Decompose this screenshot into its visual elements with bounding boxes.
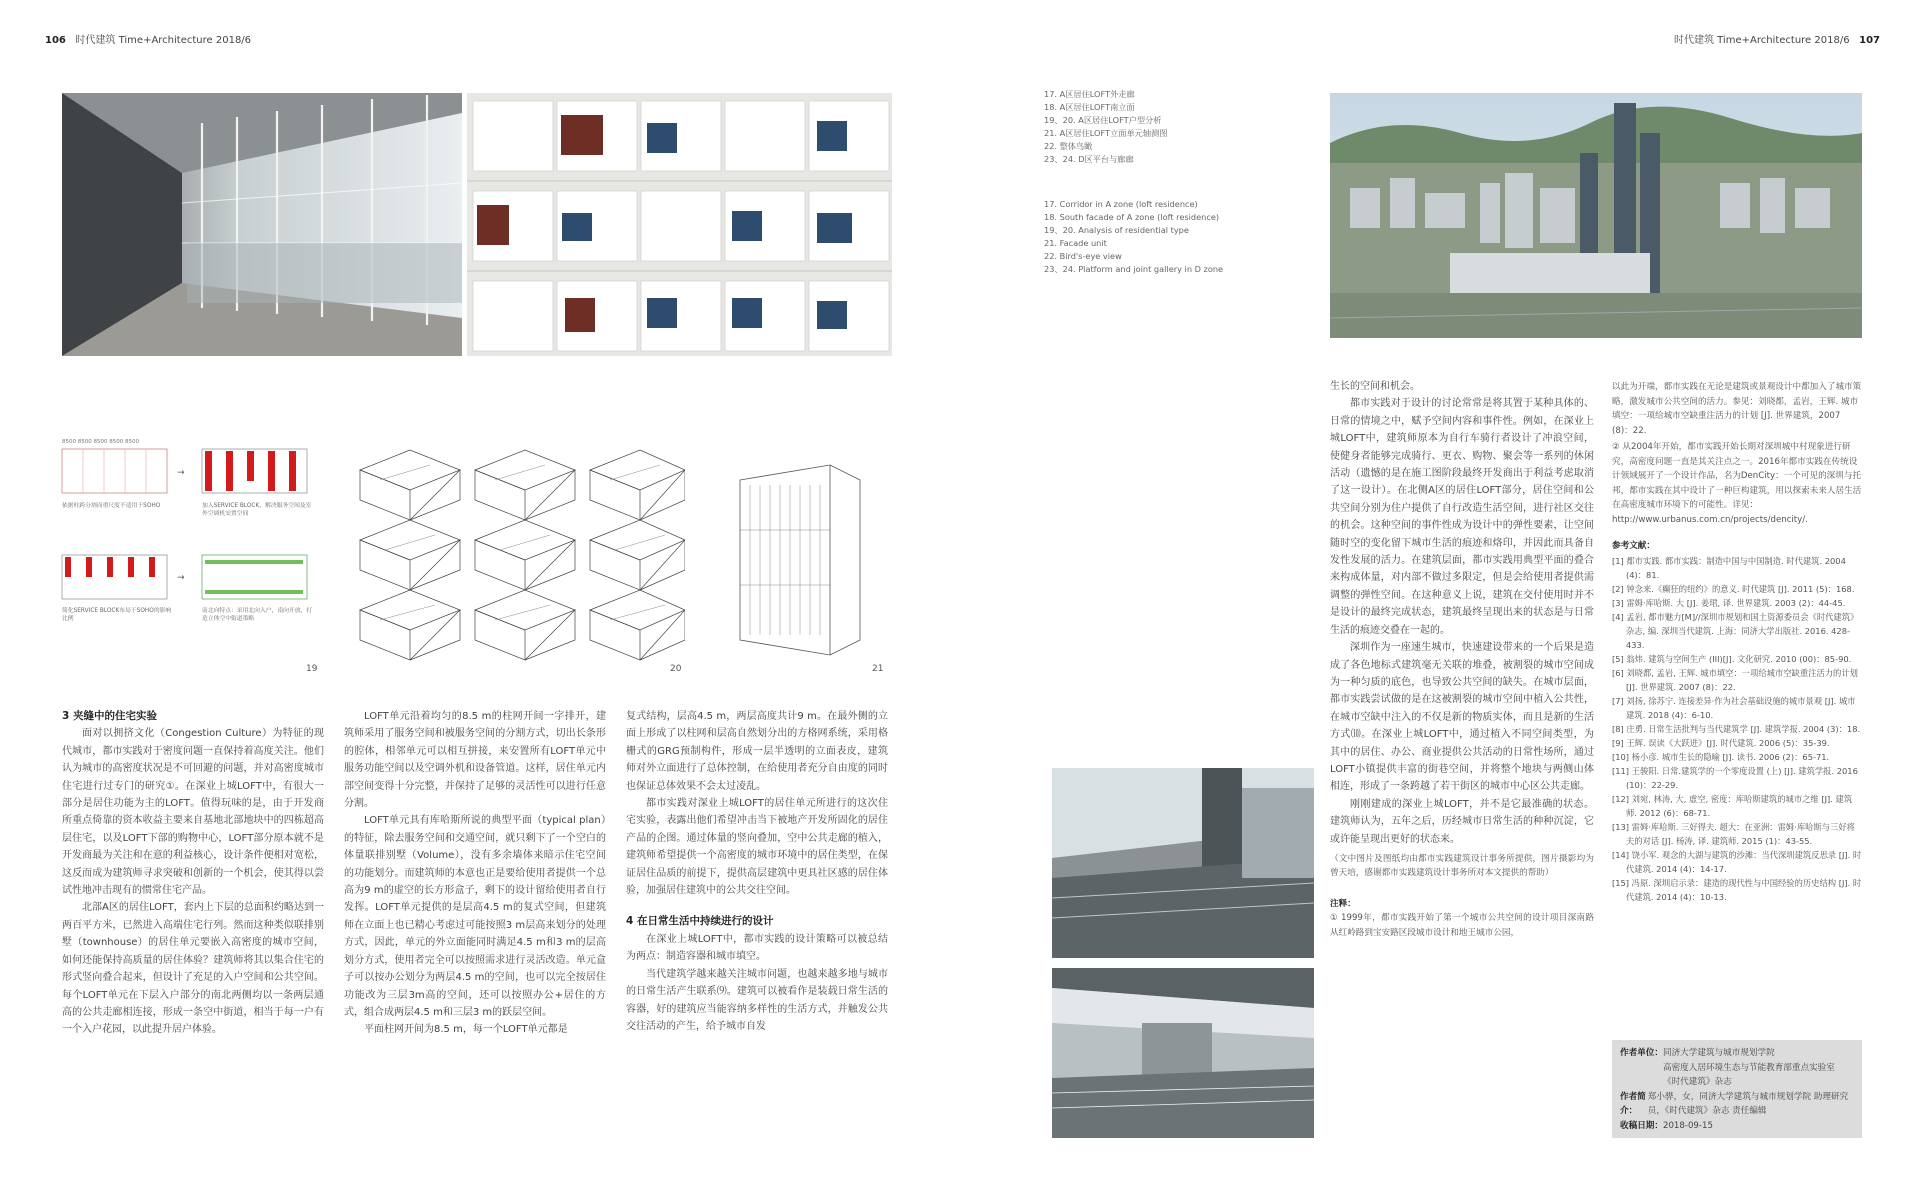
reference-item: [3] 雷姆·库哈斯. 大 [J]. 姜珺, 译. 世界建筑. 2003 (2)：44-45. [1612, 597, 1846, 608]
paragraph: 都市实践对深业上城LOFT的居住单元所进行的这次住宅实验，表露出他们希望冲击当下被地产开发所固化的居住产品的企图。通过体量的竖向叠加，空中公共走廊的植入，建筑师希望提供一个高密度的城市环境中的居住类型，在保证居住品质的前提下，提供高层建筑中更具社区感的居住体验，加强居住建筑中的公共交往空间。 [626, 798, 888, 897]
figure-number-21: 21 [872, 664, 884, 674]
photo-joint-gallery [1052, 968, 1314, 1138]
caption-line: 18. South facade of A zone (loft residence) [1044, 212, 1220, 222]
reference-item: [15] 冯原. 深圳启示录：建造的现代性与中国经验的历史结构 [J]. 时代建筑. 2014 (4)：10-13. [1612, 877, 1862, 902]
column-1-text [62, 708, 324, 1039]
dimension-label: 8500 8500 8500 8500 8500 [62, 439, 139, 445]
paragraph: 生长的空间和机会。 [1330, 381, 1420, 392]
captions-english [1044, 198, 1304, 276]
caption-line: 21. Facade unit [1044, 238, 1107, 248]
reference-item: [8] 庄勇. 日常生活批判与当代建筑学 [J]. 建筑学报. 2004 (3)：18. [1612, 723, 1861, 734]
diagram-facade-unit [735, 460, 865, 660]
paragraph: 深圳作为一座速生城市，快速建设带来的一个后果是造成了各色地标式建筑毫无关联的堆叠，被割裂的城市空间成为一种匀质的底色，也导致公共空间的缺失。在城市层面，都市实践尝试做的是在这被割裂的城市空间中植入公共性，在城市空缺中注入的不仅是新的物质实体，而且是新的生活方式⑽。在深业上城LOFT中，通过植入不同空间类型，为其中的居住、办公、商业提供公共活动的日常性场所，通过LOFT小镇提供丰富的街巷空间，并将整个地块与两侧山体相连，形成了一条跨越了若干街区的城市中心区公共走廊。 [1330, 642, 1594, 793]
paragraph: LOFT单元具有库哈斯所说的典型平面（typical plan）的特征，除去服务空间和交通空间，就只剩下了一个空白的体量联排别墅（Volume），没有多余墙体来暗示住宅空间的功能划分。而建筑师的本意也正是要给使用者提供一个总高为9 m的虚空的长方形盒子，剩下的设计留给使用者自行发挥。LOFT单元提供的是层高4.5 m的复式空间，但建筑师在立面上也已精心考虑过可能按照3 m层高来划分的处理方式，因此，单元的外立面能同时满足4.5 m和3 m的层高划分方式，使用者完全可以按照需求进行灵活改造。单元盒子可以按办公划分为两层4.5 m的空间，也可以完全按居住功能改为三层3m高的空间，还可以按照办公+居住的方式，组合成两层4.5 m和三层3 m的跃层空间。 [344, 815, 606, 1018]
image-credit: （文中图片及图纸均由都市实践建筑设计事务所提供，图片摄影均为曾天培，感谢都市实践建筑设计事务所对本文提供的帮助） [1330, 853, 1594, 879]
diagram-label-c: 简化SERVICE BLOCK布局于SOHO的影响比例 [62, 608, 172, 622]
diagram-label-d: 南北向特点：采用北向入户，南向开放，打造立体空中街道策略 [202, 608, 313, 622]
received-date-label: 收稿日期： [1620, 1120, 1663, 1131]
reference-item: [7] 刘扬, 徐苏宁. 连接差异·作为社会基础设施的城市景观 [J]. 城市建筑. 2018 (4)：6-10. [1612, 695, 1856, 720]
photo-birds-eye-view [1330, 93, 1862, 338]
notes-title: 注释： [1330, 898, 1356, 909]
reference-item: [5] 翁炜. 建筑与空间生产 (III)[J]. 文化研究. 2010 (00)：85-90. [1612, 653, 1852, 664]
captions-chinese [1044, 88, 1304, 166]
caption-line: 23、24. Platform and joint gallery in D zone [1044, 264, 1224, 274]
left-header [45, 31, 251, 46]
section-heading-4: 4 在日常生活中持续进行的设计 [626, 915, 774, 928]
paragraph: 都市实践对于设计的讨论常常是将其置于某种具体的、日常的情境之中，赋予空间内容和事件性。例如，在深业上城LOFT中，建筑师原本为自行车骑行者设计了冲浪空间，使健身者能够完成骑行、更衣、购物、聚会等一系列的休闲活动（遗憾的是在施工图阶段最终开发商出于利益考虑取消了这一设计）。在北侧A区的居住LOFT部分，居住空间和公共空间分别为住户提供了自行改造生活空间，进行社区交往的机会。这种空间的事件性成为设计中的弹性要素，让空间随时空的变化留下城市生活的痕迹和烙印，并因此而具备自发性发展的活力。在建筑层面，都市实践用典型平面的叠合来构成体量，对内部不做过多限定，但是会给使用者提供需调整的弹性空间。在这种意义上说，建筑在交付使用时并不是设计的最终完成状态，建筑最终呈现出来的状态是与日常生活的痕迹交叠在一起的。 [1330, 398, 1594, 636]
reference-item: [12] 刘宛, 林涛, 大, 虚空, 密度：库哈斯建筑的城市之维 [J]. 建筑师. 2012 (6)：68-71. [1612, 793, 1853, 818]
caption-line: 19、20. A区居住LOFT户型分析 [1044, 115, 1162, 125]
note-1: ① 1999年，都市实践开始了第一个城市公共空间的设计项目深南路从红岭路到宝安路区段城市设计和地王城市公园， [1330, 913, 1594, 938]
reference-item: [2] 钟念来.《癫狂的纽约》的意义. 时代建筑 [J]. 2011 (5)：168. [1612, 583, 1855, 594]
diagram-label-a: 依据柱跨分割而重尺度不适用于SOHO [62, 503, 161, 509]
author-unit-text: 同济大学建筑与城市规划学院 高密度人居环境生态与节能教育部重点实验室 《时代建筑》杂志 [1662, 1048, 1835, 1087]
reference-item: [13] 雷姆·库哈斯. 三好得夫. 超大：在亚洲：雷姆·库哈斯与三好将夫的对话 [J]. 杨涛, 译. 建筑师. 2015 (1)：43-55. [1612, 821, 1855, 846]
reference-item: [4] 孟岩, 都市魅力[M]//深圳市规划和国土资源委员会《时代建筑》杂志, 编. 深圳当代建筑. 上海：同济大学出版社. 2016. 428-433. [1612, 611, 1859, 650]
reference-list [1612, 554, 1862, 904]
paragraph: 在深业上城LOFT中，都市实践的设计策略可以被总结为两点：制造容器和城市填空。 [626, 933, 888, 963]
left-journal-title: 时代建筑 Time+Architecture 2018/6 [75, 35, 252, 46]
caption-line: 19、20. Analysis of residential type [1044, 225, 1189, 235]
column-4-text [1330, 378, 1594, 940]
paragraph: 当代建筑学越来越关注城市问题，也越来越多地与城市的日常生活产生联系⑼。建筑可以被看作是装载日常生活的容器，好的建筑应当能容纳多样性的生活方式，并触发公共交往活动的产生，给予城市自发 [626, 968, 888, 1032]
reference-item: [14] 饶小军. 观念的大湖与建筑的沙滩：当代深圳建筑反思录 [J]. 时代建筑. 2014 (4)：14-17. [1612, 849, 1862, 874]
caption-line: 18. A区居住LOFT南立面 [1044, 102, 1135, 112]
caption-line: 22. Bird's-eye view [1044, 251, 1122, 261]
references-title: 参考文献： [1612, 541, 1655, 551]
author-bio-label: 作者简介： [1620, 1091, 1646, 1116]
note-2: ② 从2004年开始，都市实践开始长期对深圳城中村现象进行研究，高密度问题一直是其关注点之一。2016年都市实践在传统设计领域展开了一个设计作品，名为DenCity：一个可见的深圳与托邦，都市实践在其中设计了一种巨构建筑，用以探索未来人居生活在高密度城市环境下的可能性。详见：http://www.urbanus.com.cn/projects/dencity/. [1612, 442, 1862, 525]
author-unit-label: 作者单位： [1620, 1048, 1663, 1058]
left-page-number: 106 [45, 35, 66, 46]
paragraph: 复式结构，层高4.5 m，两层高度共计9 m。在最外侧的立面上形成了以柱网和层高自然划分出的方格网系统，采用格栅式的GRG预制构件，形成一层半透明的立面表皮，建筑师对外立面进行了总体控制，在给使用者充分自由度的同时也保证总体效果不会太过凌乱。 [626, 711, 888, 792]
photo-corridor [62, 93, 462, 356]
diagram-label-b: 加入SERVICE BLOCK，解决服务空间及室外空调机安置空间 [202, 503, 312, 517]
paragraph: 刚刚建成的深业上城LOFT，并不是它最准确的状态。建筑师认为，五年之后，历经城市日常生活的种种沉淀，它或许能呈现出更好的状态来。 [1330, 798, 1594, 845]
paragraph: 平面柱网开间为8.5 m，每一个LOFT单元都是 [364, 1024, 568, 1036]
svg-text:→: → [177, 573, 185, 583]
reference-item: [10] 杨小彦. 城市生长的隐喻 [J]. 读书. 2006 (2)：65-71. [1612, 751, 1830, 762]
caption-line: 22. 整体鸟瞰 [1044, 141, 1093, 151]
received-date-text: 2018-09-15 [1662, 1120, 1713, 1131]
figure-number-19: 19 [306, 664, 318, 674]
section-heading-3: 3 夹缝中的住宅实验 [62, 710, 157, 722]
caption-line: 21. A区居住LOFT立面单元轴测图 [1044, 128, 1168, 138]
reference-item: [11] 王骏阳. 日常.建筑学的一个零度设置 (上) [J]. 建筑学报. 2016 (10)：22-29. [1612, 765, 1858, 790]
note-1-continued: 以此为开端，都市实践在无论是建筑或景观设计中都加入了城市策略，激发城市公共空间的活力。参见：刘晓都，孟岩，王辉. 城市填空：一项给城市空缺重注活力的计划 [J]. 世界建筑，2007 (8)：22. [1612, 382, 1862, 436]
caption-line: 17. Corridor in A zone (loft residence) [1044, 199, 1198, 209]
right-header [1674, 31, 1880, 46]
column-3-text [626, 708, 888, 1035]
photo-platform [1052, 768, 1314, 958]
reference-item: [1] 都市实践. 都市实践：制造中国与中国制造. 时代建筑. 2004 (4)：81. [1612, 555, 1846, 580]
author-bio-text: 郑小骅，女，同济大学建筑与城市规划学院 助理研究员，《时代建筑》杂志 责任编辑 [1647, 1091, 1849, 1116]
author-info-box [1612, 1040, 1862, 1138]
right-journal-title: 时代建筑 Time+Architecture 2018/6 [1673, 35, 1850, 46]
diagram-axonometric-units [340, 440, 685, 665]
caption-line: 23、24. D区平台与廊廊 [1044, 154, 1134, 164]
paragraph: 北部A区的居住LOFT，套内上下层的总面积约略达到一两百平方米，已然进入高端住宅行列。然而这种类似联排别墅（townhouse）的居住单元要嵌入高密度的城市空间，如何还能保持高质量的居住体验？建筑师将其以集合住宅的形式竖向叠合起来，但设计了充足的入户空间和公共空间。每个LOFT单元在下层入户部分的南北两侧均以一条两层通高的公共走廊相连接，形成一条空中街道，相当于每一户有一个入户花园，以此提升居户体验。 [62, 902, 324, 1036]
paragraph: LOFT单元沿着均匀的8.5 m的柱网开间一字排开，建筑师采用了服务空间和被服务空间的分割方式，切出长条形的腔体，相邻单元可以相互拼接，来安置所有LOFT单元中服务功能空间以及空调外机和设备管道。这样，居住单元内部空间变得十分完整，并保持了足够的灵活性可以进行任意分割。 [344, 711, 606, 810]
diagram-unit-analysis [60, 435, 340, 650]
reference-item: [9] 王辉. 误读《大跃进》[J]. 时代建筑. 2006 (5)：35-39. [1612, 737, 1830, 748]
paragraph: 面对以拥挤文化（Congestion Culture）为特征的现代城市，都市实践对于密度问题一直保持着高度关注。他们认为城市的高密度状况是不可回避的问题，并对高密度城市住宅进行过专门的研究①。在深业上城LOFT中，有很大一部分是居住功能为主的LOFT。值得玩味的是，由于开发商所重点倚靠的资本收益主要来自基地北部地块中的四栋超高层住宅，以及LOFT下部的购物中心，LOFT部分原本就不是开发商最为关注和在意的利益核心，设计条件便相对宽松，这反而成为建筑师寻求突破和创新的一个机会，使其得以尝试性地冲击现有的惯常住宅产品。 [62, 728, 324, 897]
svg-text:→: → [177, 468, 185, 478]
column-2-text [344, 708, 606, 1039]
figure-number-20: 20 [670, 664, 682, 674]
photo-south-facade [467, 93, 892, 356]
caption-line: 17. A区居住LOFT外走廊 [1044, 89, 1135, 99]
right-page-number: 107 [1859, 35, 1880, 46]
reference-item: [6] 刘晓都, 孟岩, 王辉. 城市填空：一项给城市空缺重注活力的计划 [J]. 世界建筑. 2007 (8)：22. [1612, 667, 1858, 692]
column-5-notes [1612, 380, 1862, 904]
